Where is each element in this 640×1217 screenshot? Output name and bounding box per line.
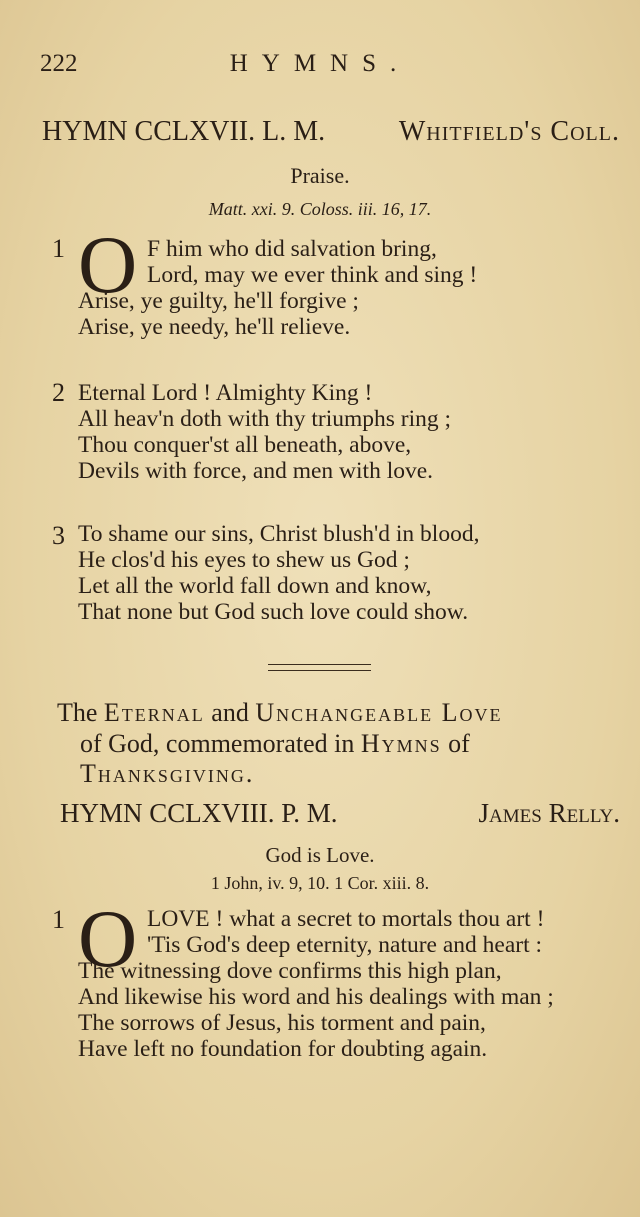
hymn-1-subtitle: Praise. — [290, 163, 350, 188]
hymn-1-source: Whitfield's Coll. — [398, 116, 620, 147]
stanza-number: 1 — [52, 234, 65, 263]
verse-line: The witnessing dove confirms this high plan, — [78, 958, 502, 984]
verse-line: Thou conquer'st all beneath, above, — [78, 432, 412, 458]
hymn-1-scripture-refs: Matt. xxi. 9. Coloss. iii. 16, 17. — [208, 199, 432, 219]
hymn-2-subtitle: God is Love. — [265, 843, 375, 867]
verse-line: Eternal Lord ! Almighty King ! — [78, 380, 373, 406]
verse-line: Let all the world fall down and know, — [78, 573, 432, 599]
hymn-1-number: HYMN CCLXVII. L. M. — [42, 116, 326, 147]
verse-line: All heav'n doth with thy triumphs ring ; — [78, 406, 452, 432]
drop-cap: O — [78, 893, 138, 984]
stanza-number: 1 — [52, 905, 65, 934]
verse-line: He clos'd his eyes to shew us God ; — [78, 547, 410, 573]
stanza-number: 3 — [52, 521, 65, 550]
verse-line: The sorrows of Jesus, his torment and pain, — [78, 1010, 486, 1036]
hymn-2-source: James Relly. — [478, 798, 620, 828]
drop-cap: O — [78, 219, 138, 310]
hymn-2-number: HYMN CCLXVIII. P. M. — [60, 798, 338, 828]
verse-line: 'Tis God's deep eternity, nature and heart : — [147, 932, 543, 958]
verse-line: Devils with force, and men with love. — [78, 458, 434, 484]
verse-line: To shame our sins, Christ blush'd in blood, — [78, 521, 480, 547]
verse-line: That none but God such love could show. — [78, 599, 469, 625]
ornamental-rule — [268, 664, 371, 671]
verse-line: F him who did salvation bring, — [147, 236, 437, 262]
running-title: HYMNS. — [229, 50, 411, 77]
hymn-2-scripture-refs: 1 John, iv. 9, 10. 1 Cor. xiii. 8. — [210, 873, 430, 893]
section-title-line-2: of God, commemorated in Hymns of — [80, 729, 470, 758]
verse-line: And likewise his word and his dealings with man ; — [78, 984, 554, 1010]
section-title-line-3: Thanksgiving. — [80, 759, 255, 788]
hymn-1-heading — [42, 116, 620, 148]
hymn-2-heading — [60, 798, 620, 829]
page-number: 222 — [40, 50, 78, 77]
verse-line: Arise, ye needy, he'll relieve. — [78, 314, 351, 340]
verse-line: Arise, ye guilty, he'll forgive ; — [78, 288, 359, 314]
verse-line: Have left no foundation for doubting again. — [78, 1036, 488, 1062]
section-title-line-1: The Eternal and Unchangeable Love — [57, 698, 503, 727]
stanza-number: 2 — [52, 378, 65, 407]
verse-line: LOVE ! what a secret to mortals thou art ! — [147, 906, 545, 932]
verse-line: Lord, may we ever think and sing ! — [147, 262, 478, 288]
